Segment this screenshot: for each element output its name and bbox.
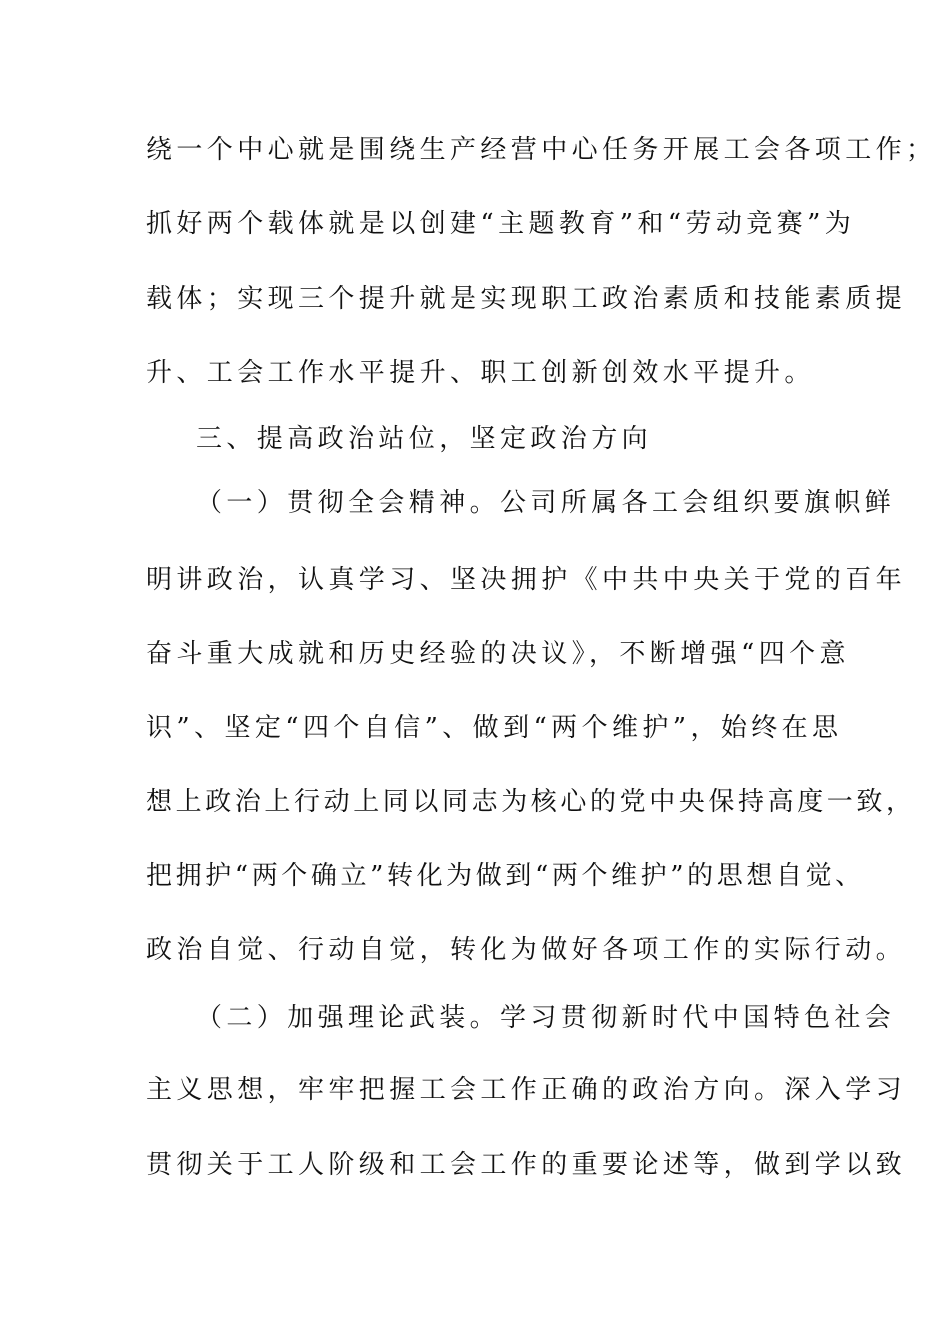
text-line: 奋斗重大成就和历史经验的决议》，不断增强“四个意 xyxy=(146,639,850,669)
section-heading: 三、提高政治站位，坚定政治方向 xyxy=(196,424,653,454)
text-line: 政治自觉、行动自觉，转化为做好各项工作的实际行动。 xyxy=(146,935,907,965)
paragraph-heading: （一）贯彻全会精神。公司所属各工会组织要旗帜鲜 xyxy=(196,488,896,518)
text-line: 明讲政治，认真学习、坚决拥护《中共中央关于党的百年 xyxy=(146,565,907,595)
text-line: 把拥护“两个确立”转化为做到“两个维护”的思想自觉、 xyxy=(146,861,865,891)
text-line: 贯彻关于工人阶级和工会工作的重要论述等，做到学以致 xyxy=(146,1150,907,1180)
text-line: 识”、坚定“四个自信”、做到“两个维护”，始终在思 xyxy=(146,713,843,743)
text-line: 载体；实现三个提升就是实现职工政治素质和技能素质提 xyxy=(146,284,907,314)
text-line: 主义思想，牢牢把握工会工作正确的政治方向。深入学习 xyxy=(146,1075,907,1105)
text-line: 升、工会工作水平提升、职工创新创效水平提升。 xyxy=(146,358,815,388)
text-line: 绕一个中心就是围绕生产经营中心任务开展工会各项工作； xyxy=(146,135,937,165)
paragraph-heading: （二）加强理论武装。学习贯彻新时代中国特色社会 xyxy=(196,1003,896,1033)
text-line: 抓好两个载体就是以创建“主题教育”和“劳动竞赛”为 xyxy=(146,209,856,239)
text-line: 想上政治上行动上同以同志为核心的党中央保持高度一致， xyxy=(146,787,916,817)
